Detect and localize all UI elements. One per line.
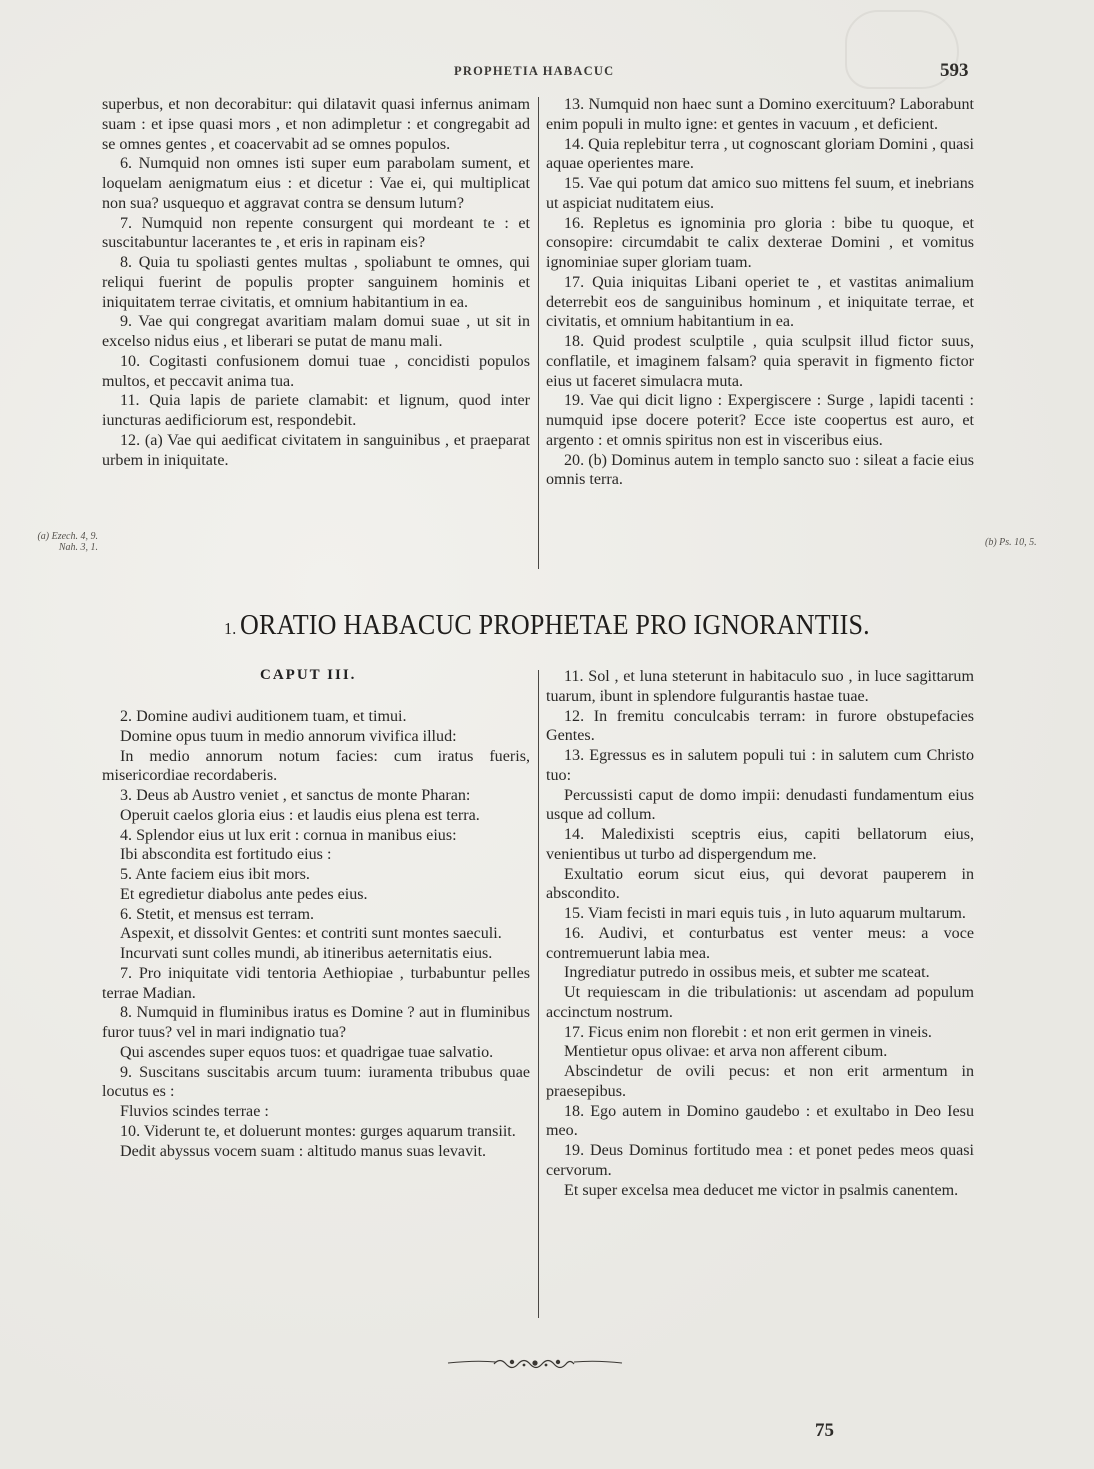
verse-paragraph: 7. Numquid non repente consurgent qui mordeant te : et suscitabuntur lacerantes te , et eris in rapinam eis? [102, 214, 530, 252]
verse-paragraph: 13. Numquid non haec sunt a Domino exercituum? Laborabunt enim populi in multo igne: et gentes in vacuum , et deficient. [546, 96, 974, 133]
verse-paragraph: 5. Ante faciem eius ibit mors. [120, 866, 310, 883]
section-title-text: ORATIO HABACUC PROPHETAE PRO IGNORANTIIS. [240, 610, 870, 641]
verse-paragraph: 12. (a) Vae qui aedificat civitatem in sanguinibus , et praeparat urbem in iniquitate. [102, 431, 530, 469]
verse-paragraph: 8. Numquid in fluminibus iratus es Domine ? aut in fluminibus furor tuus? vel in mari indignatio tua? [102, 1004, 530, 1041]
verse-paragraph: Operuit caelos gloria eius : et laudis eius plena est terra. [120, 806, 480, 824]
fleuron-ornament-icon [446, 1353, 624, 1373]
bottom-left-column [102, 707, 530, 1161]
verse-paragraph: In medio annorum notum facies: cum iratus fueris, misericordiae recordaberis. [102, 747, 530, 785]
column-divider-top [538, 97, 539, 569]
verse-paragraph: superbus, et non decorabitur: qui dilatavit quasi infernus animam suam : et ipse quasi mors , et non adimpletur : et congregabit ad se omnes gentes , et coacervabit ad se omnes populos. [102, 96, 530, 153]
verse-paragraph: 3. Deus ab Austro veniet , et sanctus de monte Pharan: [120, 787, 471, 804]
verse-paragraph: Et super excelsa mea deducet me victor in psalmis canentem. [564, 1181, 959, 1199]
verse-paragraph: 9. Suscitans suscitabis arcum tuum: iuramenta tribubus quae locutus es : [102, 1063, 530, 1101]
verse-paragraph: Ingrediatur putredo in ossibus meis, et subter me scateat. [564, 964, 930, 982]
verse-paragraph: 12. In fremitu conculcabis terram: in furore obstupefacies Gentes. [546, 707, 974, 745]
section-number: 1. [224, 619, 237, 638]
chapter-heading: CAPUT III. [260, 667, 357, 683]
verse-paragraph: 9. Vae qui congregat avaritiam malam domui suae , ut sit in excelso nidus eius , et liberari se putat de manu mali. [102, 313, 530, 350]
verse-paragraph: Ibi abscondita est fortitudo eius : [120, 846, 332, 864]
running-head: PROPHETIA HABACUC [454, 64, 615, 78]
page-number: 593 [940, 60, 969, 81]
verse-paragraph: 10. Viderunt te, et doluerunt montes: gurges aquarum transiit. [120, 1122, 516, 1140]
verse-paragraph: Fluvios scindes terrae : [120, 1103, 269, 1120]
verse-paragraph: 14. Maledixisti sceptris eius, capiti bellatorum eius, venientibus ut turbo ad dispergendum me. [546, 826, 974, 863]
verse-paragraph: Aspexit, et dissolvit Gentes: et contriti sunt montes saeculi. [120, 925, 502, 943]
verse-paragraph: 2. Domine audivi auditionem tuam, et timui. [120, 708, 407, 725]
verse-paragraph: 6. Stetit, et mensus est terram. [120, 905, 314, 923]
verse-paragraph: Mentietur opus olivae: et arva non afferent cibum. [564, 1043, 888, 1061]
verse-paragraph: Domine opus tuum in medio annorum vivifica illud: [120, 727, 457, 745]
verse-paragraph: 14. Quia replebitur terra , ut cognoscant gloriam Domini , quasi aquae operientes mare. [546, 135, 974, 173]
column-divider-bottom [538, 670, 539, 1318]
verse-paragraph: 4. Splendor eius ut lux erit : cornua in manibus eius: [120, 826, 457, 844]
section-title [38, 610, 1055, 642]
verse-paragraph: Abscindetur de ovili pecus: et non erit armentum in praesepibus. [546, 1063, 974, 1100]
verse-paragraph: 7. Pro iniquitate vidi tentoria Aethiopiae , turbabuntur pelles terrae Madian. [102, 964, 530, 1002]
verse-paragraph: 6. Numquid non omnes isti super eum parabolam sument, et loquelam aenigmatum eius : et dicetur : Vae ei, qui multiplicat non sua? usquequo et aggravat contra se densum lutum? [102, 155, 530, 212]
verse-paragraph: 18. Ego autem in Domino gaudebo : et exultabo in Deo Iesu meo. [546, 1102, 974, 1140]
signature-number: 75 [815, 1420, 834, 1441]
top-right-column [546, 95, 974, 490]
top-left-column [102, 95, 530, 470]
verse-paragraph: 11. Sol , et luna steterunt in habitaculo suo , in luce sagittarum tuarum, ibunt in splendore fulgurantis hastae tuae. [546, 668, 974, 705]
verse-paragraph: Incurvati sunt colles mundi, ab itineribus aeternitatis eius. [120, 945, 493, 962]
verse-paragraph: 19. Deus Dominus fortitudo mea : et ponet pedes meos quasi cervorum. [546, 1142, 974, 1179]
verse-paragraph: 20. (b) Dominus autem in templo sancto suo : sileat a facie eius omnis terra. [546, 451, 974, 489]
bottom-right-column [546, 667, 974, 1200]
verse-paragraph: Qui ascendes super equos tuos: et quadrigae tuae salvatio. [120, 1043, 494, 1061]
verse-paragraph: Exultatio eorum sicut eius, qui devorat pauperem in abscondito. [546, 865, 974, 903]
verse-paragraph: 16. Repletus es ignominia pro gloria : bibe tu quoque, et consopire: circumdabit te calix dexterae Domini , et vomitus ignominiae super gloriam tuam. [546, 214, 974, 271]
verse-paragraph: 11. Quia lapis de pariete clamabit: et lignum, quod inter iuncturas aedificiorum est, respondebit. [102, 392, 530, 429]
verse-paragraph: 19. Vae qui dicit ligno : Expergiscere : Surge , lapidi tacenti : numquid ipse docere poterit? Ecce iste coopertus est auro, et argento : et omnis spiritus non est in visceribus eius. [546, 392, 974, 449]
margin-note-right: (b) Ps. 10, 5. [985, 537, 1037, 548]
verse-paragraph: 17. Ficus enim non florebit : et non erit germen in vineis. [564, 1023, 932, 1041]
verse-paragraph: 16. Audivi, et conturbatus est venter meus: a voce contremuerunt labia mea. [546, 924, 974, 962]
verse-paragraph: 15. Viam fecisti in mari equis tuis , in luto aquarum multarum. [564, 905, 966, 922]
verse-paragraph: Ut requiescam in die tribulationis: ut ascendam ad populum accinctum nostrum. [546, 984, 974, 1021]
margin-note-left: (a) Ezech. 4, 9. Nah. 3, 1. [37, 531, 98, 553]
verse-paragraph: 13. Egressus es in salutem populi tui : in salutem cum Christo tuo: [546, 747, 974, 784]
verse-paragraph: 17. Quia iniquitas Libani operiet te , et vastitas animalium deterrebit eos de sanguinibus hominum , et iniquitate terrae, et civitatis, et omnium habitantium in ea. [546, 273, 974, 331]
verse-paragraph: 18. Quid prodest sculptile , quia sculpsit illud fictor suus, conflatile, et imaginem falsam? quia speravit in figmento fictor eius ut faceret simulacra muta. [546, 333, 974, 390]
verse-paragraph: Dedit abyssus vocem suam : altitudo manus suas levavit. [120, 1142, 487, 1160]
verse-paragraph: 8. Quia tu spoliasti gentes multas , spoliabunt te omnes, qui reliqui fuerint de populis propter sanguinem hominis et iniquitatem terrae civitatis, et omnium habitantium in ea. [102, 254, 530, 311]
verse-paragraph: 10. Cogitasti confusionem domui tuae , concidisti populos multos, et peccavit anima tua. [102, 352, 530, 390]
verse-paragraph: 15. Vae qui potum dat amico suo mittens fel suum, et inebrians ut aspiciat nuditatem eius. [546, 175, 974, 212]
verse-paragraph: Percussisti caput de domo impii: denudasti fundamentum eius usque ad collum. [546, 786, 974, 824]
verse-paragraph: Et egredietur diabolus ante pedes eius. [120, 885, 368, 903]
